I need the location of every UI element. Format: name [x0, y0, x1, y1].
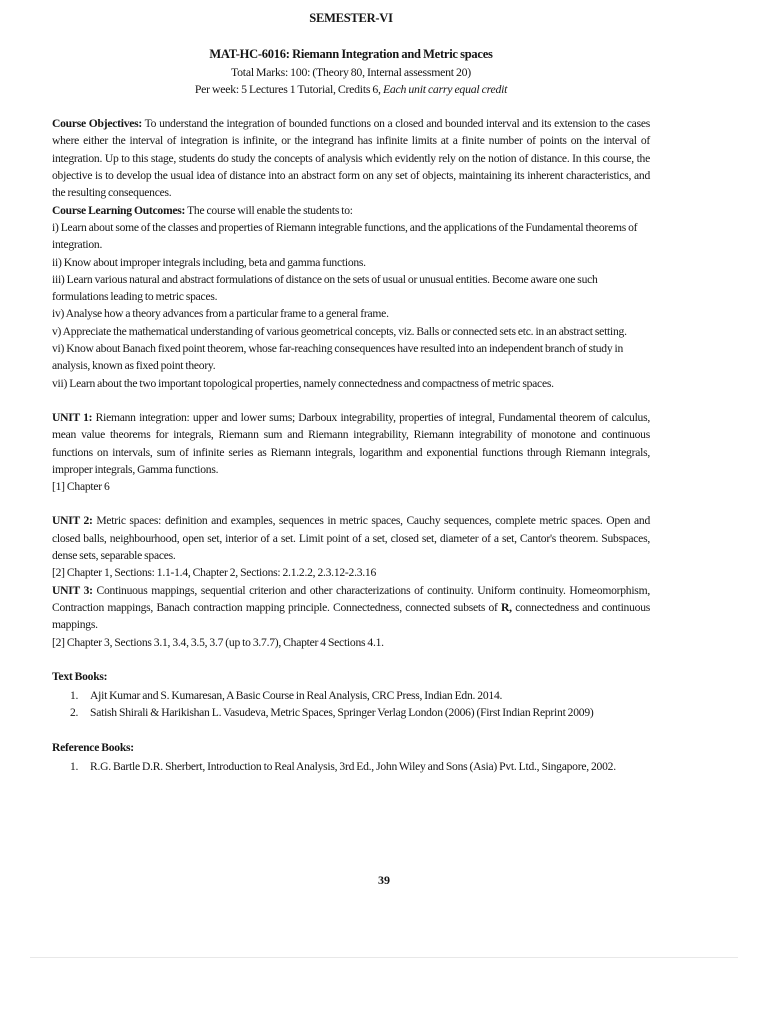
- semester-heading: SEMESTER-VI: [309, 11, 393, 25]
- outcome-item: vi) Know about Banach fixed point theorem, whose far-reaching consequences have resulted into an independent branch of study in analysis, known as fixed point theory.: [52, 342, 624, 373]
- outcome-item: v) Appreciate the mathematical understanding of various geometrical concepts, viz. Balls or connected sets etc. in an abstract setting.: [52, 324, 627, 338]
- reference-books-list: [52, 758, 650, 775]
- unit-label: UNIT 1:: [52, 410, 93, 424]
- objectives-text: To understand the integration of bounded functions on a closed and bounded interval and its extension to the cases where either the interval of integration is infinite, or the integrand has infinite limits at a finite number of points on the interval of integration. Up to this stage, students do study the concepts of analysis which evidently rely on the notion of distance. In this course, the objective is to develop the usual idea of distance into an abstract form on any set of objects, maintaining its inherent characteristics, and the resulting consequences.: [52, 117, 650, 200]
- book-citation: Ajit Kumar and S. Kumaresan, A Basic Course in Real Analysis, CRC Press, Indian Edn. 2014.: [90, 689, 503, 703]
- per-week-text: Per week: 5 Lectures 1 Tutorial, Credits 6,: [194, 81, 383, 96]
- outcome-item: vii) Learn about the two important topological properties, namely connectedness and compactness of metric spaces.: [52, 376, 554, 390]
- unit-3: [52, 582, 650, 634]
- unit-label: UNIT 2:: [52, 514, 93, 528]
- unit-reference: [2] Chapter 3, Sections 3.1, 3.4, 3.5, 3.7 (up to 3.7.7), Chapter 4 Sections 4.1.: [52, 635, 384, 649]
- per-week-line: [52, 81, 650, 98]
- outcome-item: iv) Analyse how a theory advances from a particular frame to a general frame.: [52, 307, 389, 321]
- text-book-item: [52, 704, 650, 721]
- outcome-item: ii) Know about improper integrals including, beta and gamma functions.: [52, 255, 366, 269]
- unit-1: [52, 409, 650, 478]
- unit-reference: [2] Chapter 1, Sections: 1.1-1.4, Chapter 2, Sections: 2.1.2.2, 2.3.12-2.3.16: [52, 566, 377, 580]
- reference-books-heading: Reference Books:: [52, 740, 134, 754]
- unit-text: Continuous mappings, sequential criterion and other characterizations of continuity. Uniform continuity. Homeomorphism, Contraction mappings, Banach contraction mapping principle. Connectedness, connected subsets of: [52, 583, 650, 614]
- unit-label: UNIT 3:: [52, 583, 93, 597]
- text-books-heading: Text Books:: [52, 669, 108, 683]
- course-header: [52, 46, 650, 98]
- text-book-item: [52, 687, 650, 704]
- reference-book-item: [52, 758, 650, 775]
- item-number: 2.: [70, 706, 79, 720]
- course-title: MAT-HC-6016: Riemann Integration and Metric spaces: [209, 47, 493, 62]
- text-books-list: [52, 687, 650, 722]
- unit-text-continued: connectedness and continuous mappings.: [52, 600, 650, 632]
- page-divider: [30, 957, 738, 958]
- real-numbers-symbol: R,: [501, 600, 512, 614]
- objectives-label: Course Objectives:: [52, 117, 143, 131]
- unit-text: Riemann integration: upper and lower sums; Darboux integrability, properties of integral, Fundamental theorem of calculus, mean value theorems for integrals, Riemann sum and Riemann integrability, Riemann integrability of monotone and continuous functions on intervals, sum of infinite series as Riemann integrals, logarithm and exponential functions through Riemann integrals, improper integrals, Gamma functions.: [52, 410, 650, 476]
- document-body: [52, 10, 650, 775]
- item-number: 1.: [70, 689, 79, 703]
- course-objectives: [52, 115, 650, 201]
- book-citation: R.G. Bartle D.R. Sherbert, Introduction to Real Analysis, 3rd Ed., John Wiley and Sons (Asia) Pvt. Ltd., Singapore, 2002.: [90, 759, 616, 773]
- outcome-item: iii) Learn various natural and abstract formulations of distance on the sets of usual or unusual entities. Become aware one such formulations leading to metric spaces.: [52, 272, 598, 304]
- book-citation: Satish Shirali & Harikishan L. Vasudeva, Metric Spaces, Springer Verlag London (2006) (First Indian Reprint 2009): [90, 706, 594, 720]
- outcome-item: i) Learn about some of the classes and properties of Riemann integrable functions, and the applications of the Fundamental theorems of integration.: [52, 220, 638, 252]
- outcomes-intro: The course will enable the students to:: [185, 203, 353, 217]
- unit-2: [52, 512, 650, 564]
- total-marks: Total Marks: 100: (Theory 80, Internal assessment 20): [231, 64, 471, 79]
- page-number: 39: [378, 873, 390, 887]
- outcomes-label: Course Learning Outcomes:: [52, 203, 186, 217]
- unit-text: Metric spaces: definition and examples, sequences in metric spaces, Cauchy sequences, complete metric spaces. Open and closed balls, neighbourhood, open set, interior of a set. Limit point of a set, closed set, diameter of a set, Cantor's theorem. Subspaces, dense sets, separable spaces.: [52, 514, 651, 563]
- item-number: 1.: [70, 759, 79, 773]
- unit-reference: [1] Chapter 6: [52, 480, 110, 494]
- per-week-credit-note: Each unit carry equal credit: [382, 81, 508, 96]
- learning-outcomes-heading: [52, 202, 650, 219]
